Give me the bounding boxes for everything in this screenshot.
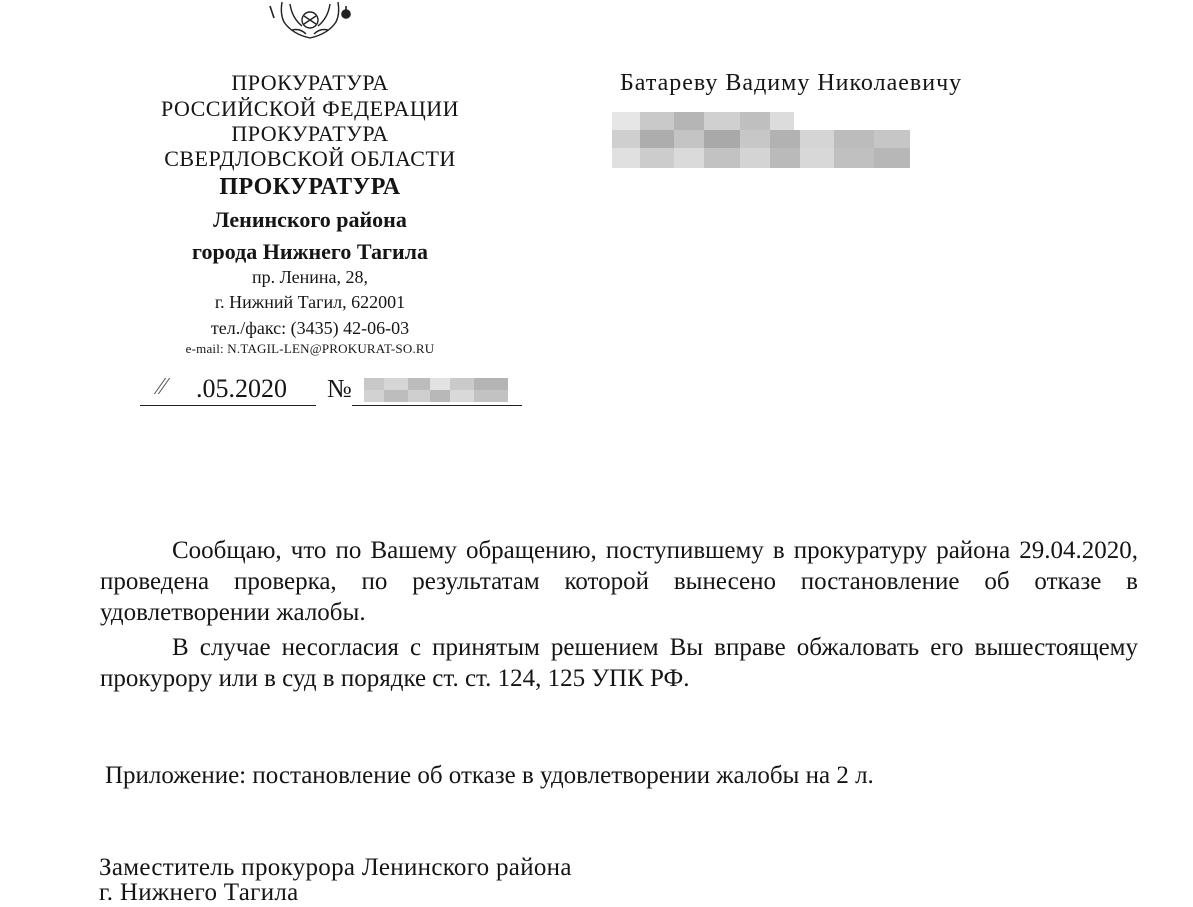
- attachment-note: Приложение: постановление об отказе в удовлетворении жалобы на 2 л.: [105, 762, 874, 789]
- header-line-city: города Нижнего Тагила: [192, 239, 428, 264]
- signature-city: г. Нижнего Тагила: [99, 879, 299, 906]
- date-day-handwritten-icon: ⁄⁄: [158, 374, 167, 400]
- header-email: e-mail: N.TAGIL-LEN@PROKURAT-SO.RU: [185, 341, 435, 356]
- redacted-document-number: [364, 378, 508, 402]
- signature-title: Заместитель прокурора Ленинского района: [99, 854, 572, 881]
- coat-of-arms-emblem-icon: [262, 0, 358, 40]
- recipient-name: Батареву Вадиму Николаевичу: [620, 70, 963, 96]
- letter-date: .05.2020: [196, 374, 287, 403]
- date-number-line: [140, 374, 525, 408]
- header-address-city: г. Нижний Тагил, 622001: [214, 292, 406, 312]
- body-paragraph-2: В случае несогласия с принятым решением Вы вправе обжаловать его вышестоящему прокурору или в суд в порядке ст. ст. 124, 125 УПК РФ.: [100, 634, 1138, 692]
- redacted-recipient-address: [612, 112, 910, 170]
- body-paragraph-1: Сообщаю, что по Вашему обращению, поступившему в прокуратуру района 29.04.2020, проведена проверка, по результатам которой вынесено постановление об отказе в удовлетворении жалобы.: [100, 537, 1138, 626]
- header-line-russian-federation: РОССИЙСКОЙ ФЕДЕРАЦИИ: [160, 96, 460, 121]
- header-line-sverdlovsk-region: СВЕРДЛОВСКОЙ ОБЛАСТИ: [164, 146, 456, 171]
- header-line-prosecutor: ПРОКУРАТУРА: [231, 70, 389, 95]
- header-line-district: Ленинского района: [213, 207, 407, 232]
- header-line-prosecutor-2: ПРОКУРАТУРА: [231, 121, 389, 146]
- header-phone: тел./факс: (3435) 42-06-03: [210, 318, 410, 338]
- header-address-street: пр. Ленина, 28,: [251, 267, 369, 287]
- number-sign: №: [327, 374, 352, 403]
- header-line-prosecutor-bold: ПРОКУРАТУРА: [219, 174, 401, 200]
